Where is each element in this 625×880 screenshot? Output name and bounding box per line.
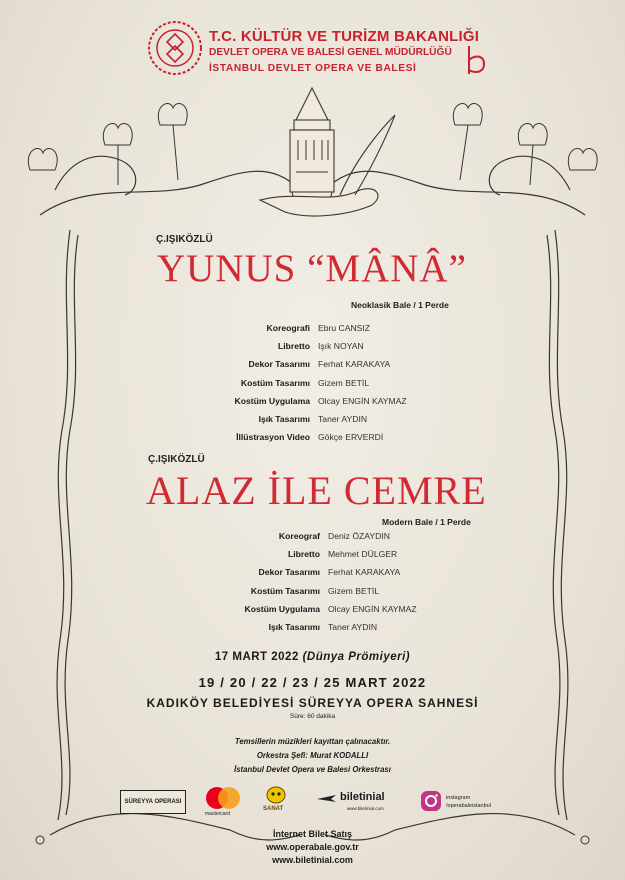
work2-title: ALAZ İLE CEMRE — [146, 468, 487, 513]
credit-role: Dekor Tasarımı — [248, 359, 310, 370]
website-link-operabale[interactable]: www.operabale.gov.tr — [266, 842, 359, 852]
credit-row — [190, 582, 417, 600]
mastercard-logo-icon — [203, 786, 243, 810]
directorate-name: DEVLET OPERA VE BALESİ GENEL MÜDÜRLÜĞÜ — [209, 47, 452, 58]
credit-row — [180, 319, 407, 337]
orchestra-name: İstanbul Devlet Opera ve Balesi Orkestrası — [234, 765, 391, 774]
company-name: İSTANBUL DEVLET OPERA VE BALESİ — [209, 63, 417, 74]
mastercard-label: mastercard — [205, 811, 231, 817]
conductor-name: Murat KODALLI — [310, 751, 369, 760]
credit-role: Işık Tasarımı — [258, 414, 310, 425]
credit-row — [180, 392, 407, 410]
instagram-icon — [420, 790, 442, 812]
credit-role: Koreograf — [278, 531, 320, 541]
plane-icon — [316, 793, 338, 803]
recorded-music-note: Temsillerin müzikleri kayıttan çalınacaktır. — [234, 737, 391, 746]
credit-name: Ferhat KARAKAYA — [318, 359, 391, 370]
duration: Süre: 60 dakika — [289, 713, 336, 720]
work1-byline: Ç.IŞIKÖZLÜ — [156, 234, 213, 245]
credit-name: Ferhat KARAKAYA — [328, 567, 401, 578]
credit-name: Gizem BETİL — [328, 585, 380, 596]
credit-row — [190, 618, 417, 636]
venue-name: KADIKÖY BELEDİYESİ SÜREYYA OPERA SAHNESİ — [146, 696, 479, 710]
sanat-label: SANAT — [263, 806, 284, 812]
credit-row — [180, 355, 407, 373]
biletinial-url: www.biletinial.com — [347, 806, 384, 811]
biletinial-logo-text: biletinial — [340, 791, 385, 803]
performance-dates: 19 / 20 / 22 / 23 / 25 MART 2022 — [198, 675, 427, 690]
instagram-label: instagram — [446, 795, 471, 801]
website-link-biletinial[interactable]: www.biletinial.com — [272, 855, 353, 865]
conductor-label: Orkestra Şefi: — [256, 751, 308, 760]
credit-name: Deniz ÖZAYDIN — [328, 531, 390, 541]
credit-name: Gizem BETİL — [318, 377, 370, 388]
credit-name: Işık NOYAN — [318, 341, 364, 352]
ticket-sales-label: İnternet Bilet Satış — [272, 829, 353, 839]
credit-name: Ebru CANSIZ — [318, 323, 371, 333]
credit-row — [180, 428, 407, 446]
work1-genre: Neoklasik Bale / 1 Perde — [351, 300, 449, 310]
work2-credits — [190, 527, 417, 636]
credit-row — [190, 600, 417, 618]
credit-role: Kostüm Tasarımı — [250, 585, 320, 596]
credit-role: Kostüm Uygulama — [244, 603, 320, 614]
credit-role: İllüstrasyon Video — [236, 432, 310, 443]
credit-role: Işık Tasarımı — [268, 622, 320, 633]
credit-role: Libretto — [278, 341, 310, 352]
credit-row — [180, 374, 407, 392]
premiere-note: (Dünya Prömiyeri) — [302, 651, 411, 663]
credit-row — [190, 545, 417, 563]
credit-row — [180, 337, 407, 355]
credit-name: Mehmet DÜLGER — [328, 549, 398, 560]
sureyya-opera-label: SÜREYYA OPERASI — [124, 798, 182, 805]
sureyya-opera-logo — [120, 790, 186, 814]
premiere-date-text: 17 MART 2022 — [214, 651, 299, 663]
credit-name: Taner AYDIN — [318, 414, 368, 425]
credit-row — [190, 527, 417, 545]
credit-role: Koreografi — [266, 323, 310, 333]
premiere-date — [0, 651, 625, 663]
credit-role: Libretto — [288, 549, 320, 560]
conductor-line — [0, 751, 625, 760]
opera-logo-icon — [466, 44, 488, 76]
credit-name: Gökçe ERVERDİ — [318, 432, 384, 443]
ministry-emblem-icon — [147, 20, 203, 76]
work2-byline: Ç.IŞIKÖZLÜ — [148, 454, 205, 465]
credit-row — [190, 563, 417, 581]
credit-role: Dekor Tasarımı — [258, 567, 320, 578]
work1-title: YUNUS “MÂNÂ” — [157, 247, 467, 290]
work2-genre: Modern Bale / 1 Perde — [382, 517, 471, 527]
credit-row — [180, 410, 407, 428]
work1-credits — [180, 319, 407, 446]
credit-role: Kostüm Uygulama — [234, 395, 310, 406]
credit-name: Taner AYDIN — [328, 622, 378, 633]
credit-name: Olcay ENGİN KAYMAZ — [318, 395, 407, 406]
credit-name: Olcay ENGİN KAYMAZ — [328, 603, 417, 614]
ministry-name: T.C. KÜLTÜR VE TURİZM BAKANLIĞI — [209, 28, 480, 45]
instagram-handle: /operabaleistanbul — [446, 803, 491, 809]
credit-role: Kostüm Tasarımı — [240, 377, 310, 388]
sanat-logo-icon — [260, 784, 292, 806]
